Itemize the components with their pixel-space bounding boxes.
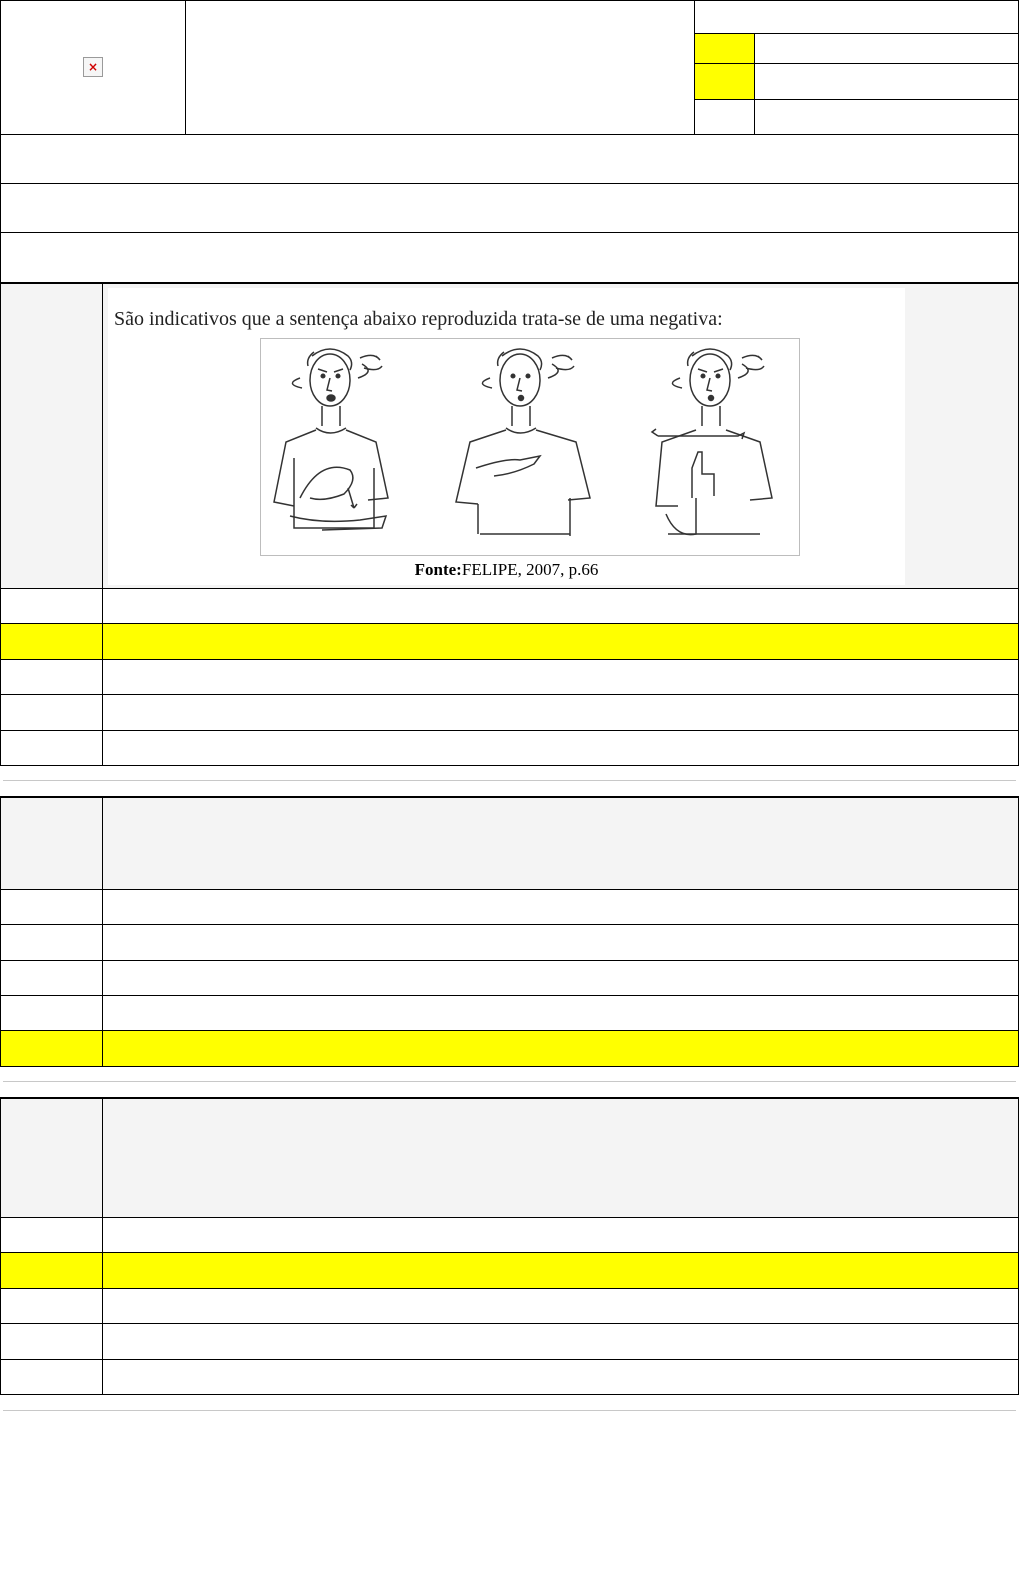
q2-option-c-text[interactable]	[102, 960, 1019, 996]
question-1-number-cell	[0, 283, 103, 589]
q2-option-c-letter[interactable]	[0, 960, 103, 996]
header-grade-label-3	[694, 99, 755, 135]
header-grade-label-2	[694, 63, 755, 100]
q1-option-d-letter[interactable]	[0, 694, 103, 731]
divider-3	[3, 1410, 1016, 1411]
q2-option-e-text[interactable]	[102, 1030, 1019, 1067]
q1-option-e-text[interactable]	[102, 730, 1019, 766]
header-grade-label-1	[694, 33, 755, 64]
q3-option-d-letter[interactable]	[0, 1323, 103, 1360]
question-2-number-cell	[0, 796, 103, 890]
sign-language-illustration	[260, 338, 800, 556]
question-1-figure	[108, 288, 905, 585]
q1-option-a-letter[interactable]	[0, 588, 103, 624]
q2-option-b-letter[interactable]	[0, 924, 103, 961]
question-1-source	[108, 560, 905, 580]
q1-option-e-letter[interactable]	[0, 730, 103, 766]
q3-option-a-text[interactable]	[102, 1217, 1019, 1253]
header-row-2	[0, 183, 1019, 233]
q1-option-d-text[interactable]	[102, 694, 1019, 731]
header-info-top-cell	[694, 0, 1019, 34]
q2-option-b-text[interactable]	[102, 924, 1019, 961]
source-text: FELIPE, 2007, p.66	[461, 560, 599, 579]
question-1-statement-cell	[102, 283, 1019, 589]
header-row-3	[0, 232, 1019, 284]
q1-option-c-text[interactable]	[102, 659, 1019, 695]
question-1-statement: São indicativos que a sentença abaixo reproduzida trata-se de uma negativa:	[114, 308, 723, 330]
header-logo-cell	[0, 0, 186, 135]
q3-option-b-letter[interactable]	[0, 1252, 103, 1289]
q3-option-c-letter[interactable]	[0, 1288, 103, 1324]
q2-option-e-letter[interactable]	[0, 1030, 103, 1067]
source-label: Fonte:	[414, 560, 462, 579]
q2-option-a-letter[interactable]	[0, 889, 103, 925]
broken-image-icon: ×	[83, 57, 103, 77]
header-row-1	[0, 134, 1019, 184]
question-2-statement-cell	[102, 796, 1019, 890]
q3-option-d-text[interactable]	[102, 1323, 1019, 1360]
header-grade-value-1	[754, 33, 1019, 64]
question-3-statement-cell	[102, 1097, 1019, 1218]
question-3-number-cell	[0, 1097, 103, 1218]
q3-option-a-letter[interactable]	[0, 1217, 103, 1253]
q2-option-a-text[interactable]	[102, 889, 1019, 925]
divider-2	[3, 1081, 1016, 1082]
header-grade-value-3	[754, 99, 1019, 135]
divider-1	[3, 780, 1016, 781]
header-grade-value-2	[754, 63, 1019, 100]
header-title-cell	[185, 0, 695, 135]
q3-option-c-text[interactable]	[102, 1288, 1019, 1324]
q1-option-b-text[interactable]	[102, 623, 1019, 660]
q1-option-b-letter[interactable]	[0, 623, 103, 660]
q3-option-e-text[interactable]	[102, 1359, 1019, 1395]
q3-option-b-text[interactable]	[102, 1252, 1019, 1289]
q1-option-a-text[interactable]	[102, 588, 1019, 624]
q2-option-d-letter[interactable]	[0, 995, 103, 1031]
q3-option-e-letter[interactable]	[0, 1359, 103, 1395]
q2-option-d-text[interactable]	[102, 995, 1019, 1031]
q1-option-c-letter[interactable]	[0, 659, 103, 695]
